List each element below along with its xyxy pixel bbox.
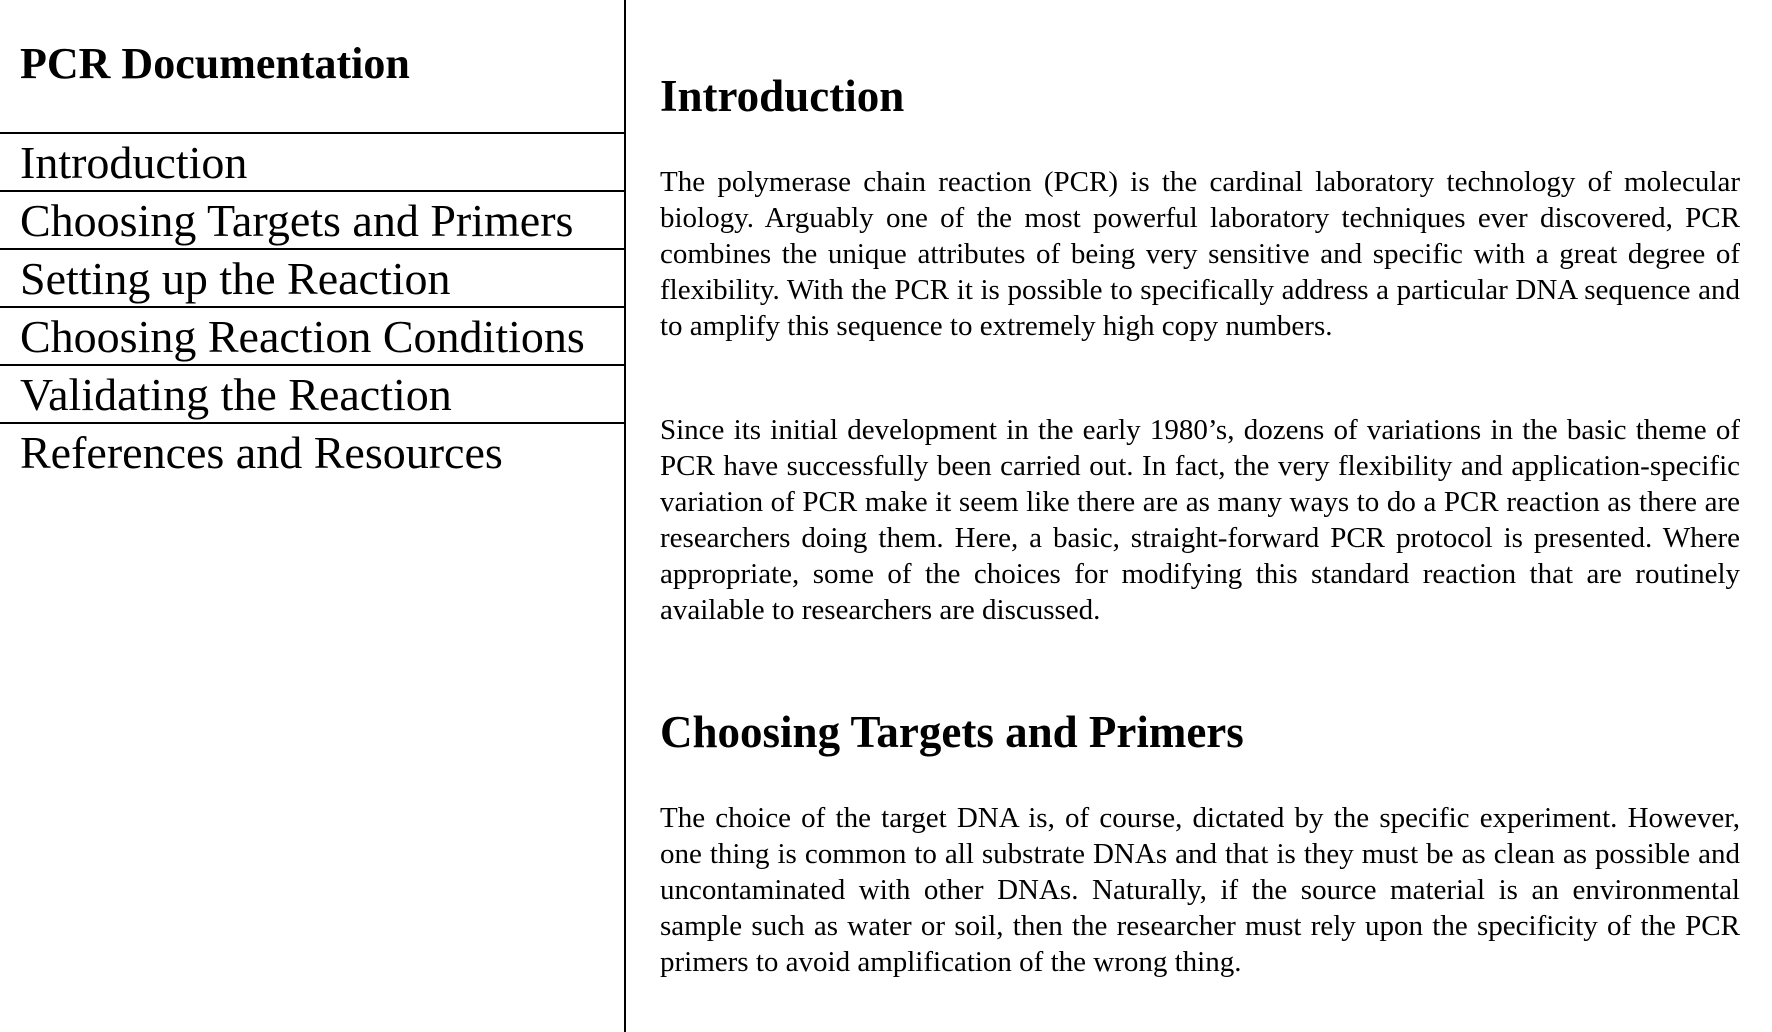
sidebar-item-setting-up-the-reaction[interactable]: Setting up the Reaction <box>0 250 624 308</box>
sidebar-nav <box>0 132 624 480</box>
sidebar-item-validating-the-reaction[interactable]: Validating the Reaction <box>0 366 624 424</box>
sidebar-item-introduction[interactable]: Introduction <box>0 134 624 192</box>
section-heading-choosing-targets-and-primers: Choosing Targets and Primers <box>660 707 1244 757</box>
sidebar-item-references-and-resources[interactable]: References and Resources <box>20 427 503 478</box>
section-heading-introduction: Introduction <box>660 71 905 121</box>
sidebar <box>0 0 626 1032</box>
sidebar-item-choosing-reaction-conditions[interactable]: Choosing Reaction Conditions <box>0 308 624 366</box>
introduction-paragraph: Since its initial development in the early 1980’s, dozens of variations in the basic theme of PCR have successfully been carried out. In fact, the very flexibility and application-specific variation of PCR make it seem like there are as many ways to do a PCR reaction as there are researchers doing them. Here, a basic, straight-forward PCR protocol is presented. Where appropriate, some of the choices for modifying this standard reaction that are routinely available to researchers are discussed. <box>660 414 1740 626</box>
main-content <box>660 0 1740 1032</box>
targets-paragraph: The choice of the target DNA is, of course, dictated by the specific experiment. However, one thing is common to all substrate DNAs and that is they must be as clean as possible and uncontaminated with other DNAs. Naturally, if the source material is an environmental sample such as water or soil, then the researcher must rely upon the specificity of the PCR primers to avoid amplification of the wrong thing. <box>660 802 1740 978</box>
sidebar-title: PCR Documentation <box>20 39 410 88</box>
sidebar-item-choosing-targets-and-primers[interactable]: Choosing Targets and Primers <box>0 192 624 250</box>
introduction-paragraph: The polymerase chain reaction (PCR) is the cardinal laboratory technology of molecular biology. Arguably one of the most powerful laboratory techniques ever discovered, PCR combines the unique attributes of being very sensitive and specific with a great degree of flexibility. With the PCR it is possible to specifically address a particular DNA sequence and to amplify this sequence to extremely high copy numbers. <box>660 166 1740 342</box>
